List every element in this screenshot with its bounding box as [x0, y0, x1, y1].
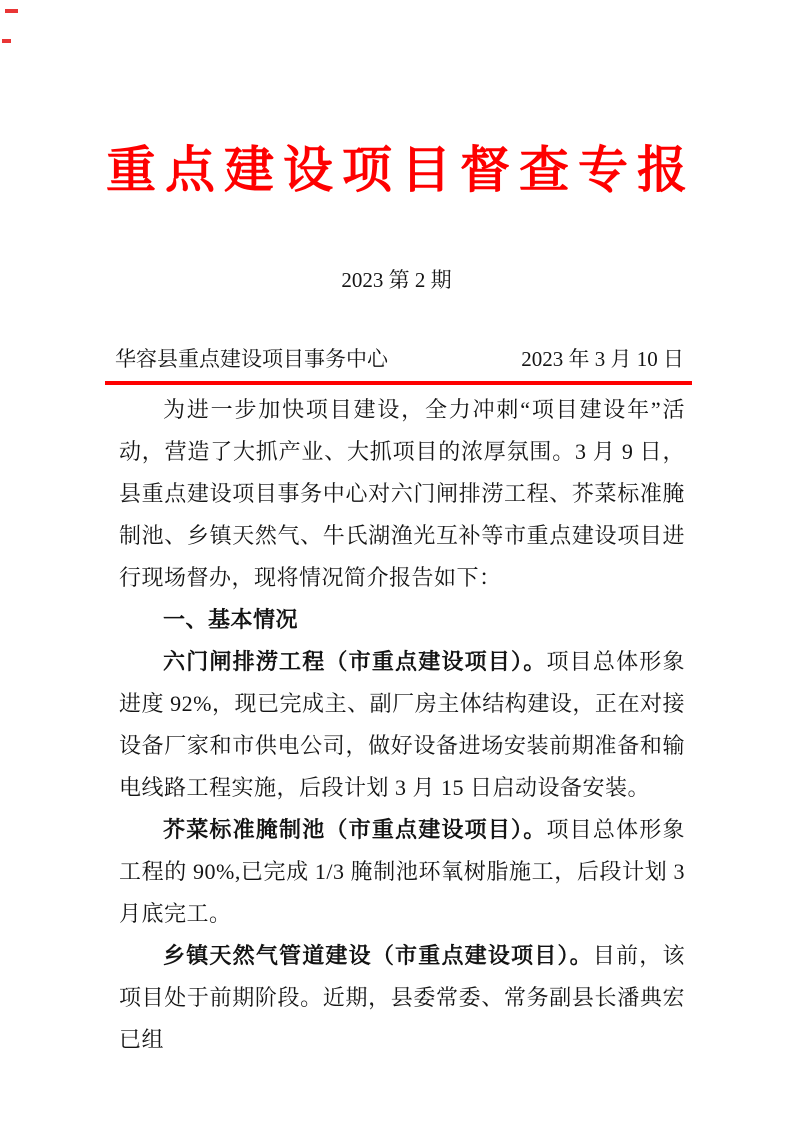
- body-paragraph: 乡镇天然气管道建设（市重点建设项目）。目前，该项目处于前期阶段。近期，县委常委、常务副县长潘典宏已组: [119, 943, 685, 1052]
- paragraph-bold-lead: 乡镇天然气管道建设（市重点建设项目）。: [163, 943, 593, 968]
- issue-date: 2023 年 3 月 10 日: [521, 347, 684, 371]
- masthead-row: [115, 345, 684, 373]
- document-title: 重点建设项目督查专报: [106, 142, 696, 198]
- paragraph-bold-lead: 芥菜标准腌制池（市重点建设项目）。: [163, 817, 547, 842]
- issuing-organization: 华容县重点建设项目事务中心: [115, 347, 388, 371]
- body-paragraph: 芥菜标准腌制池（市重点建设项目）。项目总体形象工程的 90%,已完成 1/3 腌制池环氧树脂施工，后段计划 3 月底完工。: [119, 817, 685, 926]
- red-divider-rule: [105, 381, 692, 385]
- section-heading: 一、基本情况: [163, 607, 299, 632]
- corner-red-mark: [2, 39, 11, 43]
- document-body: [119, 389, 685, 1061]
- body-paragraph: 六门闸排涝工程（市重点建设项目）。项目总体形象进度 92%，现已完成主、副厂房主体结构建设，正在对接设备厂家和市供电公司，做好设备进场安装前期准备和输电线路工程实施，后段计划 3 月 15 日启动设备安装。: [119, 649, 685, 800]
- corner-red-mark: [5, 9, 18, 13]
- body-paragraph: 为进一步加快项目建设，全力冲刺“项目建设年”活动，营造了大抓产业、大抓项目的浓厚氛围。3 月 9 日，县重点建设项目事务中心对六门闸排涝工程、芥菜标准腌制池、乡镇天然气、牛氏湖渔光互补等市重点建设项目进行现场督办，现将情况简介报告如下：: [119, 397, 685, 590]
- issue-number: 2023 第 2 期: [341, 268, 452, 292]
- paragraph-bold-lead: 六门闸排涝工程（市重点建设项目）。: [163, 649, 547, 674]
